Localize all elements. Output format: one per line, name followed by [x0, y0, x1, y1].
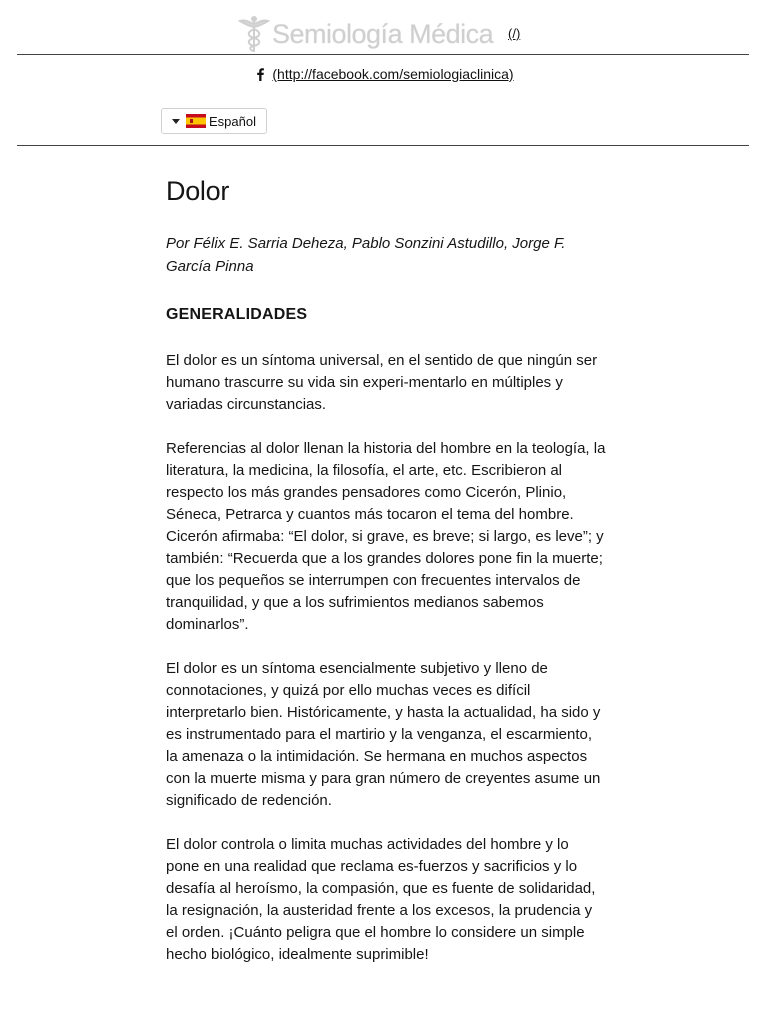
article-body — [166, 172, 606, 966]
paragraph: El dolor controla o limita muchas actividades del hombre y lo pone en una realidad que reclama es-fuerzos y sacrificios y lo desafía al heroísmo, la compasión, que es fuente de solidaridad, la resignación, la austeridad frente a los excesos, la prudencia y el orden. ¡Cuánto peligra que el hombre lo considere un simple hecho biológico, idealmente suprimible! — [166, 836, 596, 963]
article-authors: Por Félix E. Sarria Deheza, Pablo Sonzini Astudillo, Jorge F. García Pinna — [166, 235, 566, 275]
logo-text: Semiología Médica — [272, 18, 494, 49]
caret-down-icon — [172, 119, 180, 124]
paragraph: El dolor es un síntoma universal, en el sentido de que ningún ser humano trascurre su vida sin experi-mentarlo en múltiples y variadas circunstancias. — [166, 352, 598, 413]
home-link[interactable]: (/) — [508, 26, 521, 41]
header-divider — [17, 54, 749, 55]
page-title: Dolor — [166, 176, 230, 206]
language-label: Español — [209, 113, 256, 129]
social-bar — [0, 66, 768, 82]
site-logo[interactable] — [238, 14, 493, 54]
nav-divider — [17, 145, 749, 146]
spain-flag-icon — [186, 114, 206, 128]
paragraph: Referencias al dolor llenan la historia del hombre en la teología, la literatura, la medicina, la filosofía, el arte, etc. Escribieron al respecto los más grandes pensadores como Cicerón, Plinio, Séneca, Petrarca y cuantos más tocaron el tema del hombre. Cicerón afirmaba: “El dolor, si grave, es breve; si largo, es leve”; y también: “Recuerda que a los grandes dolores pone fin la muerte; que los pequeños se interrumpen con frecuentes intervalos de tranquilidad, y que a los sufrimientos medianos sabemos dominarlos”. — [166, 440, 606, 633]
caduceus-icon — [238, 15, 270, 53]
paragraph: El dolor es un síntoma esencialmente subjetivo y lleno de connotaciones, y quizá por ello muchas veces es difícil interpretarlo bien. Históricamente, y hasta la actualidad, ha sido y es instrumentado para el martirio y la venganza, el escarmiento, la amenaza o la intimidación. Se hermana en muchos aspectos con la muerte misma y para gran número de creyentes asume un significado de redención. — [166, 660, 601, 809]
site-header — [0, 0, 768, 55]
facebook-icon[interactable] — [254, 67, 266, 81]
section-heading: GENERALIDADES — [166, 306, 308, 323]
language-selector[interactable] — [161, 108, 267, 134]
facebook-link[interactable]: (http://facebook.com/semiologiaclinica) — [272, 66, 514, 82]
